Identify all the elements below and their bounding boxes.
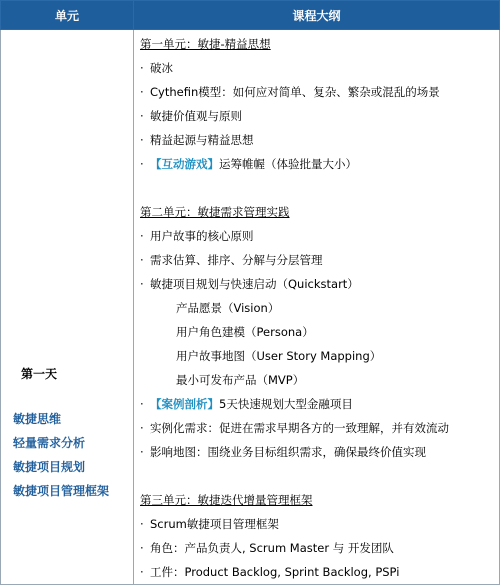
outline-item: · 敏捷项目规划与快速启动（Quickstart） [140,277,359,291]
topic-item: 敏捷思维 [13,412,62,426]
outline-item: · 【案例剖析】5天快速规划大型金融项目 [140,397,353,411]
outline-item: · 破冰 [140,61,173,75]
activity-tag: 【互动游戏】 [150,157,219,171]
topic-item: 敏捷项目管理框架 [13,484,110,498]
outline-subitem: 产品愿景（Vision） [176,301,280,315]
day-label: 第一天 [21,367,58,381]
outline-subitem: 最小可发布产品（MVP） [176,373,305,387]
outline-item: · Cythefin模型：如何应对简单、复杂、繁杂或混乱的场景 [140,85,440,99]
outline-cell [134,30,500,585]
outline-item: · 【互动游戏】运筹帷幄（体验批量大小） [140,157,357,171]
topic-item: 轻量需求分析 [13,436,86,450]
unit-column-header: 单元 [1,1,134,30]
outline-subitem: 用户角色建模（Persona） [176,325,314,339]
header-row [1,1,500,30]
topic-list [13,407,109,503]
unit-title: 第一单元：敏捷-精益思想 [140,37,271,51]
outline-item: · 实例化需求：促进在需求早期各方的一致理解，并有效流动 [140,421,449,435]
outline-item: · 影响地图：围绕业务目标组织需求，确保最终价值实现 [140,445,426,459]
outline-item: · 精益起源与精益思想 [140,133,254,147]
outline-item: · 需求估算、排序、分解与分层管理 [140,253,323,267]
outline-item: · 角色：产品负责人, Scrum Master 与 开发团队 [140,541,394,555]
outline-subitem: 用户故事地图（User Story Mapping） [176,349,382,363]
outline-item: · 敏捷价值观与原则 [140,109,242,123]
outline-item: · 用户故事的核心原则 [140,229,254,243]
case-tag: 【案例剖析】 [150,397,219,411]
outline-item: · Scrum敏捷项目管理框架 [140,517,279,531]
outline-column-header: 课程大纲 [134,1,500,30]
outline-item: · 工件：Product Backlog, Sprint Backlog, PSPi [140,565,400,579]
day-row [1,30,500,585]
unit-title: 第三单元：敏捷迭代增量管理框架 [140,493,313,507]
unit-cell [1,30,134,585]
unit-title: 第二单元：敏捷需求管理实践 [140,205,290,219]
topic-item: 敏捷项目规划 [13,460,86,474]
